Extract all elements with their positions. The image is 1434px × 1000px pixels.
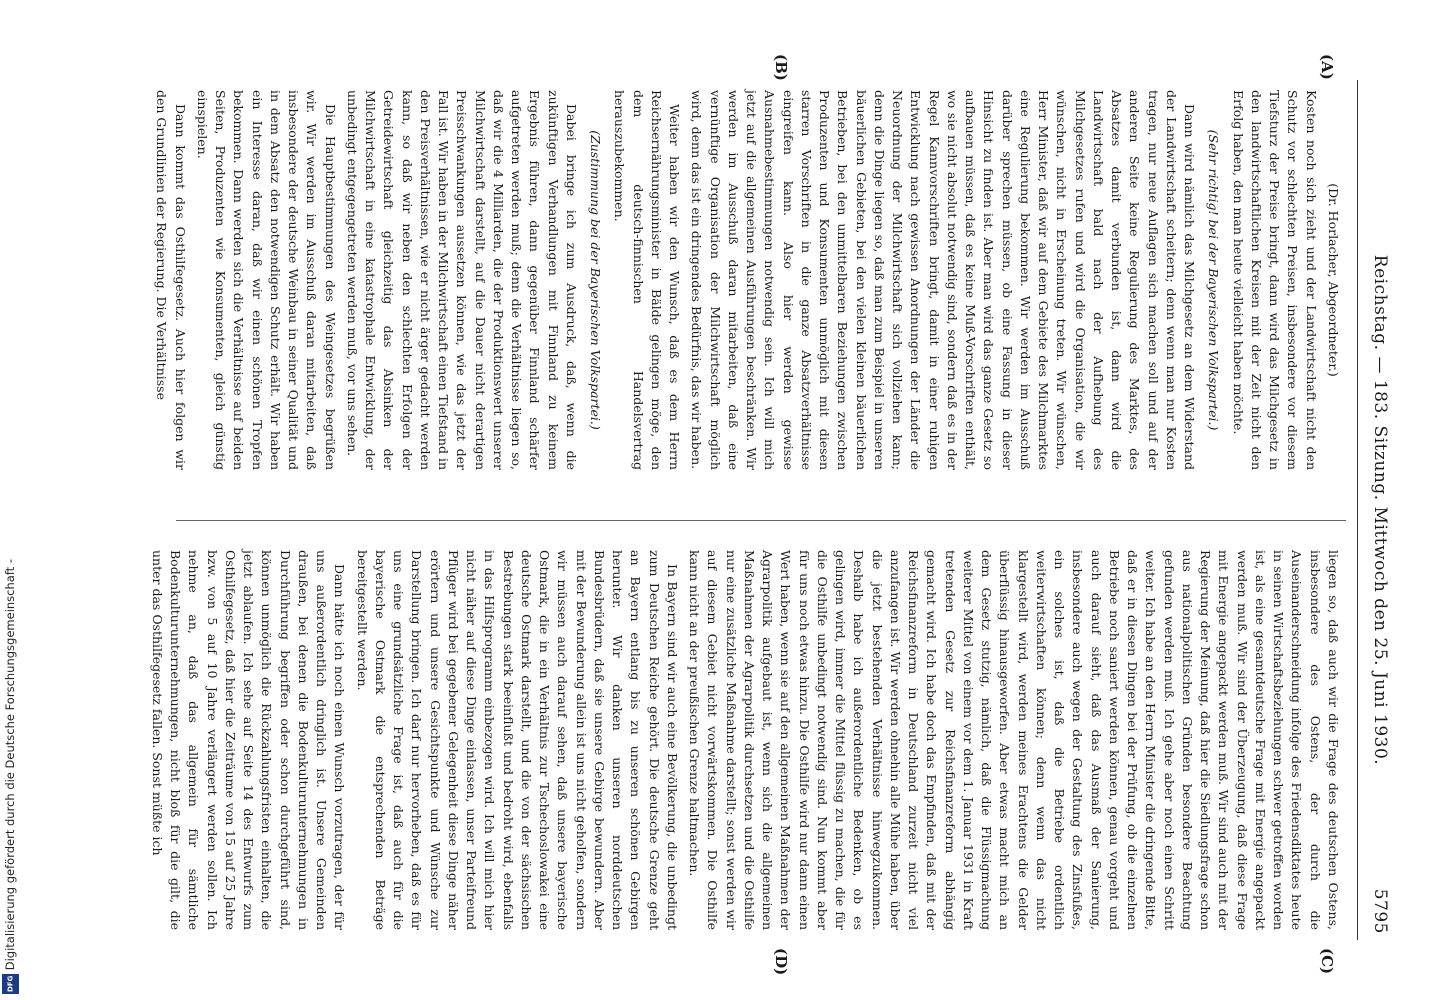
- column-divider: [176, 520, 1346, 521]
- header-rule: [1357, 80, 1358, 940]
- paragraph: In Bayern sind wir auch eine Bevölkerung, die unbedingt zum Deutschen Reiche gehört. Die deutsche Grenze geht an Bayern entlang bis zu unseren schönen Gebirgen herunter. Wir danken unseren norddeutschen Bundesbrüdern, daß sie unsere Gebirge bewundern. Aber mit der Bewunderung allein ist uns nicht geholfen, sondern wir müssen auch darauf sehen, daß unsere bayerische Ostmark, die in ein Verhältnis zur Tschechoslowakei eine deutsche Ostmark darstellt, und die von der sächsischen Bestrebungen stark beeinflußt und bedroht wird, ebenfalls in das Hilfsprogramm einbezogen wird. Ich will mich hier nicht näher auf diese Dinge einlassen, unser Parteifreund Pflüger wird bei gegebener Gelegenheit diese Dinge näher erörtern und unsere Gesichtspunkte und Wünsche zur Darstellung bringen. Ich darf nur hervorheben, daß es für uns eine grundsätzliche Frage ist, daß auch für die bayerische Ostmark die entsprechenden Beträge bereitgestellt werden.: [354, 550, 680, 930]
- page-number: 5795: [1370, 888, 1390, 934]
- speaker-line: (Dr. Horlacher, Abgeordneter.): [1326, 183, 1341, 377]
- margin-marker-c: (C): [1318, 948, 1336, 975]
- paragraph: liegen so, daß auch wir die Frage des deutschen Ostens, insbesondere des Ostens, der durch die Auseinanderschneidung infolge des Friedensdiktates heute in seinen Wirtschaftsbeziehungen schwer getroffen worden ist, als eine gesamtdeutsche Frage mit Energie angepackt werden muß. Wir sind der Überzeugung, daß diese Frage mit Energie angepackt werden muß. Wir sind auch mit der Regierung der Meinung, daß hier die Siedlungsfrage schon aus nationalpolitischen Gründen besondere Beachtung gefunden werden muß. Ich gehe aber noch einen Schritt weiter. Ich habe an den Herrn Minister die dringende Bitte, daß er in diesen Dingen bei der Prüfung, ob die einzelnen Betriebe noch saniert werden können, genau vorgeht und auch darauf sieht, daß das Ausmaß der Sanierung, insbesondere auch wegen der Gestaltung des Zinsfußes, ein solches ist, daß die Betriebe ordentlich weiterwirtschaften können; denn wenn das nicht klargestellt wird, werden meines Erachtens die Gelder überflüssig hinausgeworfen. Aber etwas macht mich an dem Gesetz stutzig, nämlich, daß die Flüssigmachung weiterer Mittel von einem vor dem 1. Januar 1931 in Kraft tretenden Gesetz zur Reichsfinanzreform abhängig gemacht wird. Ich habe doch das Empfinden, daß mit der Reichsfinanzreform in Deutschland zurzeit nicht viel anzufangen ist. Wir werden ohnehin alle Mühe haben, über die jetzt bestehenden Verhältnisse hinwegzukommen. Deshalb habe ich außerordentliche Bedenken, ob es gelingen wird, immer die Mittel flüssig zu machen, die für die Osthilfe unbedingt notwendig sind. Nun kommt aber für uns noch etwas hinzu. Die Osthilfe wird nur dann einen Wert haben, wenn sie auf den allgemeinen Maßnahmen der Agrarpolitik aufgebaut ist, wenn sich die allgemeinen Maßnahmen der Agrarpolitik durchsetzen und die Osthilfe nur eine zusätzliche Maßnahme darstellt; sonst werden wir auf diesem Gebiet nicht vorwärtskommen. Die Osthilfe kann nicht an der preußischen Grenze haltmachen.: [687, 550, 1341, 930]
- paragraph: Dann kommt das Osthilfegesetz. Auch hier folgen wir den Grundlinien der Regierung. Die Verhältnisse: [154, 90, 188, 470]
- margin-marker-b: (B): [772, 54, 790, 81]
- digitization-footer: [0, 0, 22, 1000]
- margin-marker-a: (A): [1318, 54, 1336, 80]
- rotated-document-page: [150, 54, 1398, 976]
- interjection: (Zustimmung bei der Bayerischen Volkspartei.): [588, 130, 604, 430]
- paragraph: Dabei bringe ich zum Ausdruck, daß, wenn die zukünftigen Verhandlungen mit Finnland zu keinem Ergebnis führen, dann gegenüber Finnland schärfer aufgetreten werden muß; denn die Verhältnisse liegen so, daß wir die 4 Milliarden, die der Produktionswert unserer Milchwirtschaft darstellt, auf die Dauer nicht derartigen Preisschwankungen aussetzen können, wie das jetzt der Fall ist. Wir haben in der Milchwirtschaft einen Tiefstand in den Preisverhältnissen, wie er nicht ärger gedacht werden kann, so daß wir neben den schlechten Erfolgen der Getreidewirtschaft gleichzeitig das Absinken der Milchwirtschaft in eine katastrophale Entwicklung, der unbedingt entgegengetreten werden muß, vor uns sehen.: [345, 90, 579, 470]
- paragraph: Die Hauptbestimmungen des Weingesetzes begrüßen wir. Wir werden im Ausschuß daran mitarbeiten, daß insbesondere der deutsche Weinbau in seiner Qualität und in dem Absatz den notwendigen Schutz erhält. Wir haben ein Interesse daran, daß wir einen schönen Tropfen bekommen. Dann werden sich die Verhältnisse auf beiden Seiten, Produzenten wie Konsumenten, gleich günstig einspielen.: [195, 90, 338, 470]
- paragraph: Weiter haben wir den Wunsch, daß es dem Herrn Reichsernährungsminister in Bälde gelingen möge, den dem deutsch-finnischen Handelsvertrag herauszubekommen.: [612, 90, 683, 470]
- running-head: [1360, 80, 1390, 940]
- left-column: [154, 90, 1342, 470]
- running-head-title: Reichstag. — 183. Sitzung. Mittwoch den 25. Juni 1930.: [1370, 254, 1390, 766]
- paragraph: Kosten noch sich zieht und der Landwirtschaft nicht den Schutz vor schlechten Preisen, insbesondere vor diesem Tiefsturz der Preise bringt, dann wird das Milchgesetz in den landwirtschaftlichen Kreisen mit der Zeit nicht den Erfolg haben, den man heute vielleicht haben möchte.: [1230, 90, 1319, 470]
- digitization-note: Digitalisierung gefördert durch die Deutsche Forschungsgemeinschaft -: [3, 558, 17, 970]
- margin-marker-d: (D): [772, 948, 790, 976]
- paragraph: Dann hätte ich noch einen Wunsch vorzutragen, der für uns außerordentlich dringlich ist. Unsere Gemeinden draußen, bei denen die Bodenkulturunternehmungen in Durchführung begriffen oder schon durchgeführt sind, können unmöglich die Rückzahlungsfristen einhalten, die jetzt ablaufen. Ich sehe auf Seite 14 des Entwurfs zum Osthilfegesetz, daß hier die Zeiträume von 15 auf 25 Jahre bzw. von 5 auf 10 Jahre verlängert werden sollen. Ich nehme an, daß das allgemein für sämtliche Bodenkulturunternehmungen, nicht bloß für die gilt, die unter das Osthilfegesetz fallen. Sonst müßte ich: [150, 550, 348, 930]
- right-column: [150, 550, 1342, 930]
- paragraph: Dann wird nämlich das Milchgesetz an dem Widerstand der Landwirtschaft scheitern; denn wenn man nur Kosten tragen, nur neue Auflagen sich machen soll und auf der anderen Seite keine Regulierung des Marktes, des Absatzes damit verbunden ist, dann wird die Landwirtschaft bald nach der Aufhebung des Milchgesetzes rufen und wird die Organisation, die wir wünschen, nicht in Erscheinung treten. Wir wünschen, Herr Minister, daß wir auf dem Gebiete des Milchmarktes eine Regulierung bekommen. Wir werden im Ausschuß darüber sprechen müssen, ob eine Fassung in dieser Hinsicht zu finden ist. Aber man wird das ganze Gesetz so aufbauen müssen, daß es keine Muß-Vorschriften enthält, wo sie nicht absolut notwendig sind, sondern daß es in der Regel Kannvorschriften bringt, damit in einer ruhigen Entwicklung nach gewissen Anordnungen der Länder die Neuordnung der Milchwirtschaft sich vollziehen kann; denn die Dinge liegen so, daß man zum Beispiel in unseren bäuerlichen Gebieten, bei den vielen kleinen bäuerlichen Betrieben, bei den unmittelbaren Beziehungen zwischen Produzenten und Konsumenten unmöglich mit diesen starren Vorschriften in die ganze Absatzverhältnisse eingreifen kann. Also hier werden gewisse Ausnahmebestimmungen notwendig sein. Ich will mich jetzt auf die allgemeinen Ausführungen beschränken. Wir werden im Ausschuß daran mitarbeiten, daß eine vernünftige Organisation der Milchwirtschaft möglich wird, denn das ist ein dringendes Bedürfnis, das wir haben.: [689, 90, 1198, 470]
- dfg-logo: DFG: [2, 974, 19, 994]
- interjection: (Sehr richtig! bei der Bayerischen Volkspartei.): [1206, 129, 1222, 431]
